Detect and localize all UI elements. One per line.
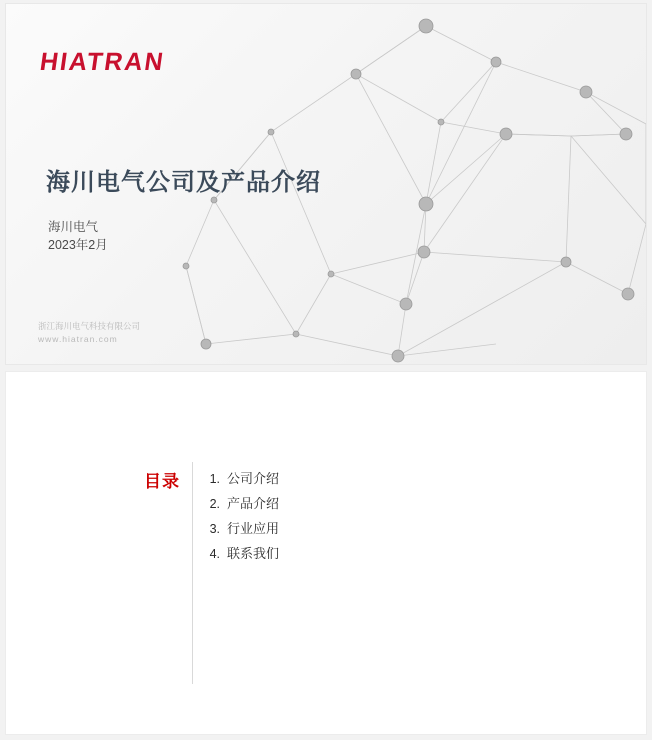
- list-item-label: 行业应用: [227, 521, 280, 536]
- subtitle-date: 2023年2月: [48, 238, 108, 252]
- list-item[interactable]: [202, 518, 279, 542]
- list-item-number: 4.: [209, 547, 220, 561]
- list-item-number: 2.: [209, 497, 220, 511]
- slide-title-page[interactable]: [6, 4, 646, 364]
- slide-title: 海川电气公司及产品介绍: [46, 169, 321, 196]
- toc-list: [202, 468, 279, 568]
- slide-table-of-contents[interactable]: [6, 372, 646, 734]
- list-item-number: 1.: [209, 472, 220, 486]
- toc-heading: 目录: [144, 472, 180, 491]
- list-item[interactable]: [202, 493, 279, 517]
- slide-subtitle: [48, 218, 108, 254]
- list-item-label: 产品介绍: [227, 496, 280, 511]
- list-item[interactable]: [202, 468, 279, 492]
- company-logo-text: HIATRAN: [38, 48, 167, 76]
- footer-company-name: 浙江海川电气科技有限公司: [38, 321, 141, 331]
- list-item-label: 联系我们: [227, 546, 280, 561]
- list-item[interactable]: [202, 543, 279, 567]
- subtitle-company: 海川电气: [48, 220, 99, 234]
- footer-website: www.hiatran.com: [38, 334, 118, 344]
- list-item-number: 3.: [209, 522, 220, 536]
- slide-footer: [38, 320, 140, 346]
- company-logo: [40, 48, 165, 77]
- list-item-label: 公司介绍: [227, 471, 280, 486]
- toc-vertical-divider: [192, 462, 193, 684]
